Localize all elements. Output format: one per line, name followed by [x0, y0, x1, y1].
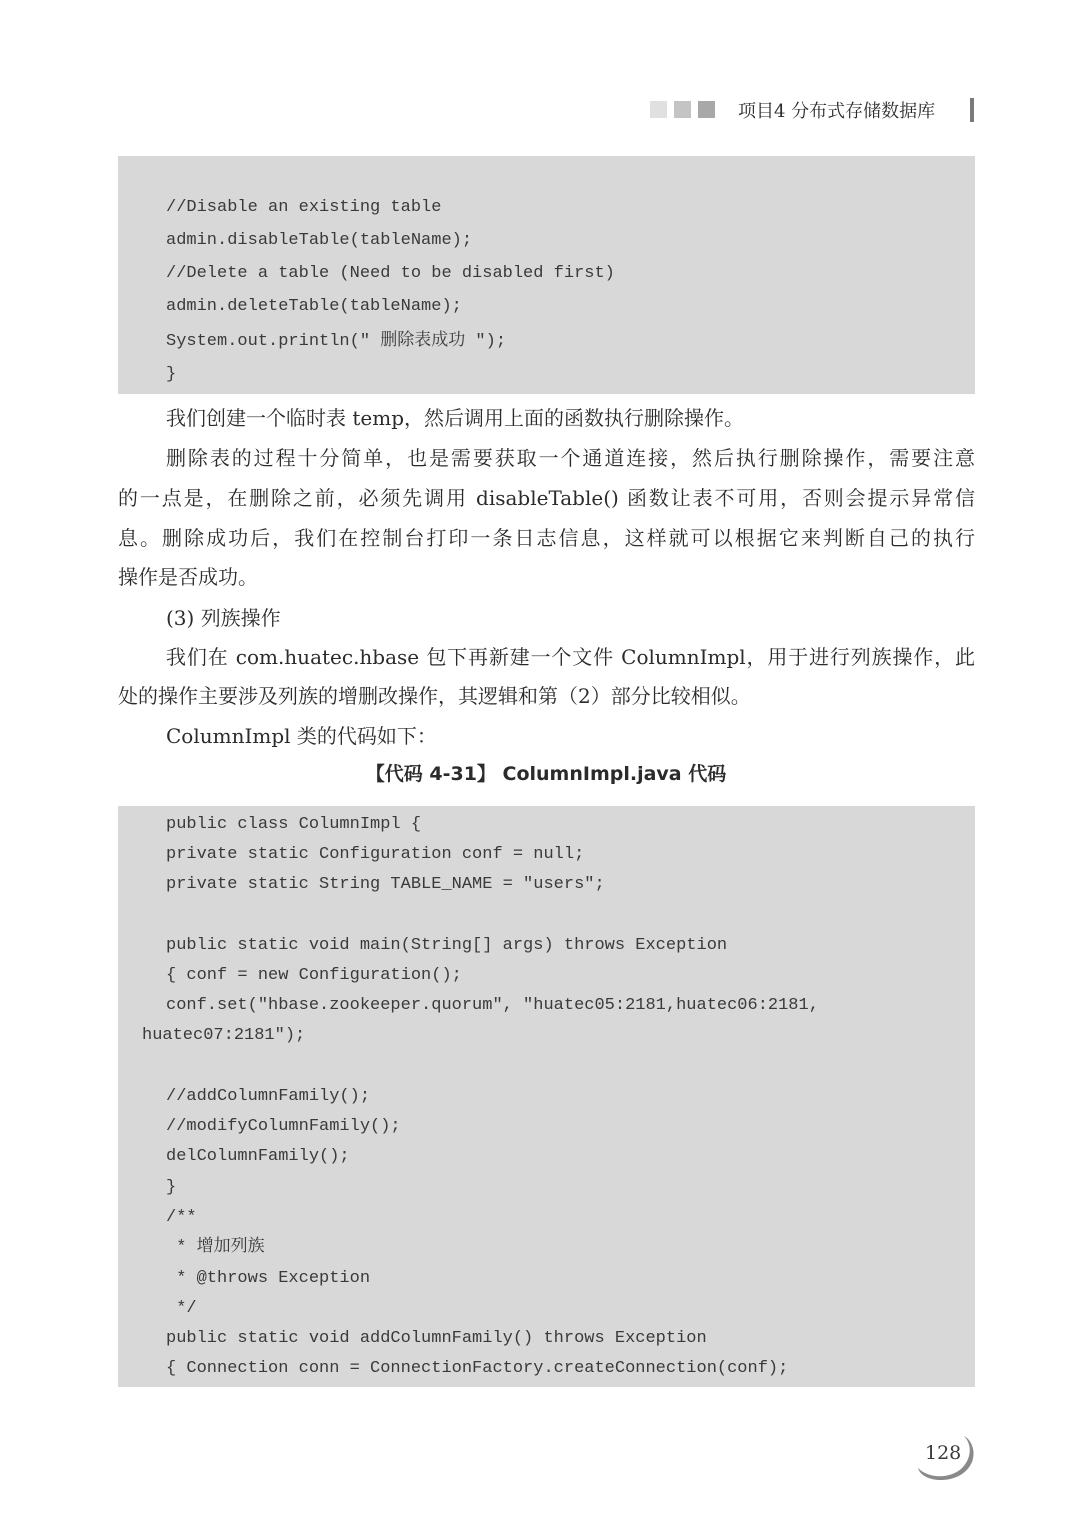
code-line: { conf = new Configuration(); [166, 966, 462, 985]
code-block-columnimpl [118, 806, 975, 1387]
paragraph-line: ColumnImpl 类的代码如下： [166, 724, 437, 748]
section-heading-column-family: (3) 列族操作 [166, 606, 281, 630]
code-line: admin.deleteTable(tableName); [166, 297, 462, 316]
code-line: * @throws Exception [166, 1269, 371, 1288]
page-number: 128 [925, 1442, 962, 1464]
code-line: public class ColumnImpl { [166, 815, 422, 834]
paragraph-line: 我们在 com.huatec.hbase 包下再新建一个文件 ColumnImpl，用于进行列族操作，此 [166, 645, 975, 669]
header-bar [970, 98, 974, 122]
code-line: //modifyColumnFamily(); [166, 1117, 401, 1136]
code-line: /** [166, 1208, 197, 1227]
code-line: huatec07:2181"); [142, 1026, 306, 1045]
paragraph-line: 息。删除成功后，我们在控制台打印一条日志信息，这样就可以根据它来判断自己的执行 [118, 526, 975, 550]
paragraph-line: 操作是否成功。 [118, 565, 258, 589]
header-square-medium [674, 101, 691, 118]
code-line: */ [166, 1299, 197, 1318]
code-line: private static String TABLE_NAME = "users"; [166, 875, 605, 894]
code-line: public static void main(String[] args) throws Exception [166, 936, 728, 955]
chapter-title: 项目4 分布式存储数据库 [738, 101, 936, 122]
paragraph-line: 处的操作主要涉及列族的增删改操作，其逻辑和第（2）部分比较相似。 [118, 684, 751, 708]
code-line: } [166, 1178, 177, 1197]
code-line: } [166, 365, 177, 384]
code-line: private static Configuration conf = null; [166, 845, 585, 864]
code-line: conf.set("hbase.zookeeper.quorum", "huatec05:2181,huatec06:2181, [166, 996, 819, 1015]
code-line: //Delete a table (Need to be disabled first) [166, 264, 615, 283]
code-line: System.out.println(" 删除表成功 "); [166, 332, 507, 351]
code-line: //Disable an existing table [166, 198, 442, 217]
header-square-dark [698, 101, 715, 118]
code-caption: 【代码 4-31】 ColumnImpl.java 代码 [365, 763, 727, 785]
code-line: * 增加列族 [166, 1238, 265, 1257]
code-line: admin.disableTable(tableName); [166, 231, 473, 250]
code-line: public static void addColumnFamily() throws Exception [166, 1329, 707, 1348]
code-line: { Connection conn = ConnectionFactory.createConnection(conf); [166, 1359, 789, 1378]
code-line: delColumnFamily(); [166, 1147, 350, 1166]
code-block-delete-table [118, 156, 975, 394]
paragraph-line: 的一点是，在删除之前，必须先调用 disableTable() 函数让表不可用，否则会提示异常信 [118, 486, 975, 510]
paragraph-line: 删除表的过程十分简单，也是需要获取一个通道连接，然后执行删除操作，需要注意 [166, 446, 975, 470]
header-square-light [650, 101, 667, 118]
page-number-badge [912, 1428, 982, 1488]
paragraph-temp-table: 我们创建一个临时表 temp，然后调用上面的函数执行删除操作。 [166, 406, 744, 430]
running-header [650, 96, 980, 128]
code-line: //addColumnFamily(); [166, 1087, 371, 1106]
